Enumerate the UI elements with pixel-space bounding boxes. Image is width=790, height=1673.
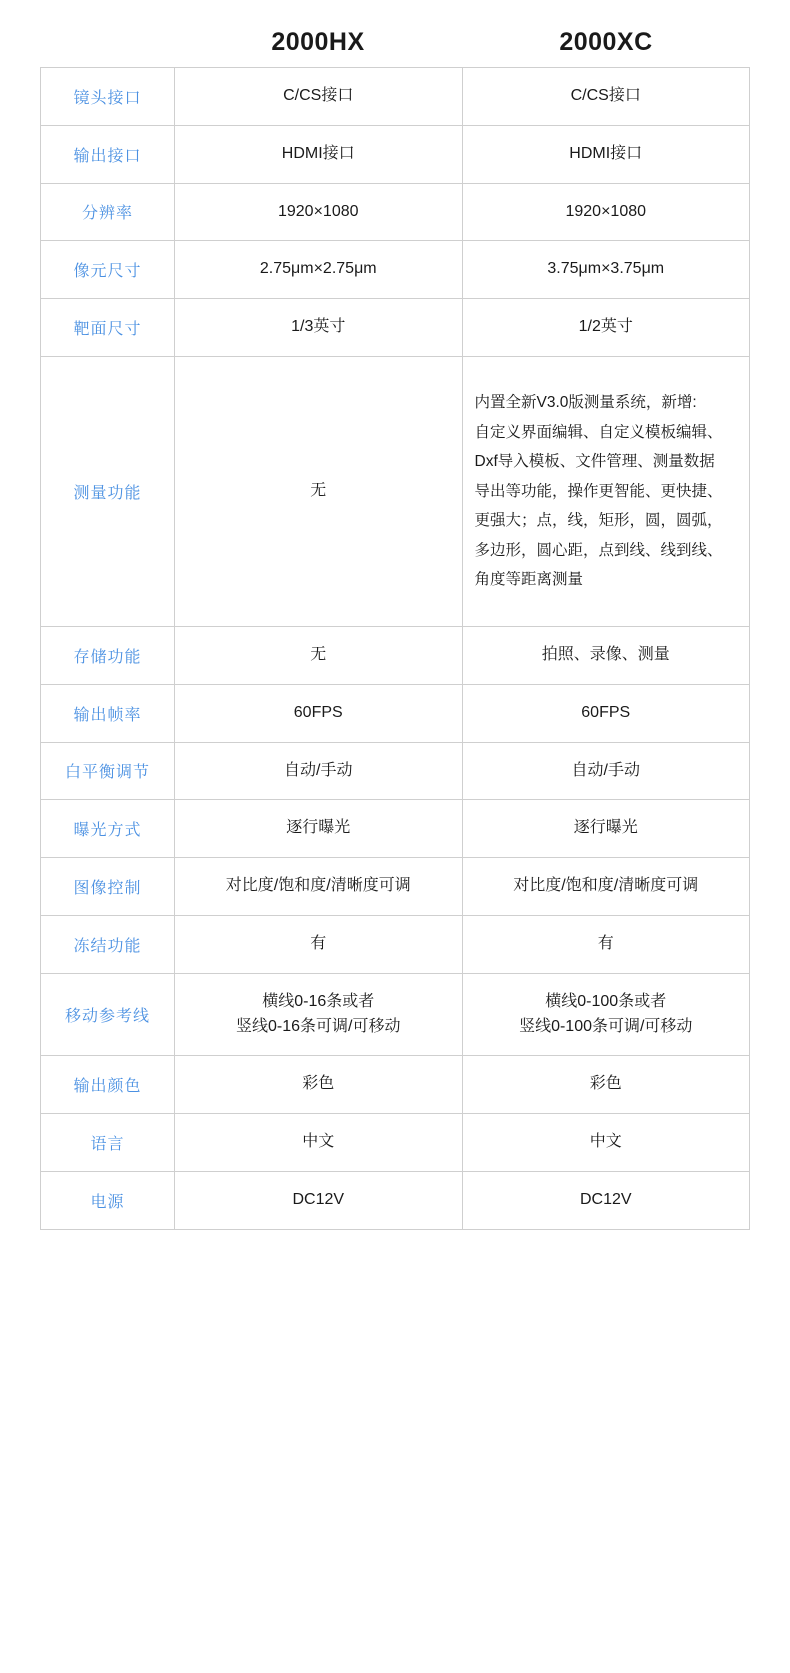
cell-2000xc	[462, 1056, 750, 1114]
cell-line: 横线0-16条或者	[262, 992, 375, 1010]
cell-2000xc	[462, 684, 750, 742]
cell-2000xc	[462, 241, 750, 299]
row-label: 曝光方式	[41, 800, 175, 858]
cell-2000hx	[175, 626, 463, 684]
row-label: 电源	[41, 1171, 175, 1229]
cell-2000hx	[175, 125, 463, 183]
cell-2000xc	[462, 1114, 750, 1172]
cell-line: 多边形，圆心距，点到线、线到线、	[474, 541, 723, 559]
table-row	[41, 125, 750, 183]
table-header-row	[40, 0, 750, 67]
cell-line: 1920×1080	[277, 202, 359, 220]
cell-2000hx	[175, 68, 463, 126]
cell-line: C/CS接口	[570, 87, 641, 104]
table-row	[41, 241, 750, 299]
cell-2000hx	[175, 241, 463, 299]
table-row	[41, 1056, 750, 1114]
table-row	[41, 1114, 750, 1172]
cell-line: 自动/手动	[571, 761, 640, 779]
header-spacer	[40, 28, 174, 67]
cell-line: HDMI接口	[569, 144, 643, 162]
cell-line: 1920×1080	[565, 202, 647, 220]
cell-line: Dxf导入模板、文件管理、测量数据	[474, 453, 715, 471]
row-label: 像元尺寸	[41, 241, 175, 299]
cell-line: 对比度/饱和度/清晰度可调	[225, 877, 411, 895]
page-bottom-space	[0, 1230, 790, 1350]
cell-line: 横线0-100条或者	[545, 992, 667, 1010]
cell-2000xc	[462, 299, 750, 357]
cell-line: 内置全新V3.0版测量系统，新增:	[474, 394, 697, 412]
table-row	[41, 626, 750, 684]
cell-line: 导出等功能，操作更智能、更快捷、	[474, 482, 723, 500]
cell-line: 无	[310, 645, 327, 663]
cell-line: 竖线0-100条可调/可移动	[519, 1017, 693, 1035]
column-header-xc: 2000XC	[559, 28, 653, 56]
cell-line: 自动/手动	[284, 761, 353, 779]
cell-line: 角度等距离测量	[474, 571, 584, 589]
table-row	[41, 183, 750, 241]
cell-line: 有	[597, 934, 614, 952]
cell-line: DC12V	[292, 1190, 345, 1208]
table-row	[41, 356, 750, 626]
cell-2000hx	[175, 858, 463, 916]
cell-line: HDMI接口	[281, 144, 355, 162]
cell-line: 更强大；点，线，矩形，圆，圆弧，	[474, 512, 723, 530]
cell-line: 彩色	[302, 1075, 335, 1093]
row-label: 移动参考线	[41, 973, 175, 1056]
cell-line: 对比度/饱和度/清晰度可调	[513, 877, 699, 895]
row-label: 分辨率	[41, 183, 175, 241]
cell-2000hx	[175, 973, 463, 1056]
row-label: 输出帧率	[41, 684, 175, 742]
cell-2000hx	[175, 1114, 463, 1172]
cell-2000xc	[462, 800, 750, 858]
row-label: 图像控制	[41, 858, 175, 916]
row-label: 镜头接口	[41, 68, 175, 126]
cell-line: 1/2英寸	[578, 318, 633, 336]
cell-2000hx	[175, 1056, 463, 1114]
cell-line: 中文	[589, 1133, 622, 1151]
cell-2000hx	[175, 684, 463, 742]
spec-table	[40, 67, 750, 1230]
cell-line: 1/3英寸	[291, 318, 346, 336]
cell-2000hx	[175, 742, 463, 800]
row-label: 测量功能	[41, 356, 175, 626]
table-row	[41, 1171, 750, 1229]
cell-2000xc	[462, 356, 750, 626]
cell-line: 自定义界面编辑、自定义模板编辑、	[474, 423, 723, 441]
cell-line: C/CS接口	[283, 87, 354, 104]
table-row	[41, 858, 750, 916]
cell-2000xc	[462, 626, 750, 684]
cell-2000xc	[462, 742, 750, 800]
cell-2000xc	[462, 973, 750, 1056]
cell-line: 3.75μm×3.75μm	[547, 260, 665, 278]
cell-line: 60FPS	[581, 703, 631, 721]
row-label: 冻结功能	[41, 915, 175, 973]
cell-line: 拍照、录像、测量	[541, 645, 670, 663]
table-row	[41, 684, 750, 742]
table-row	[41, 800, 750, 858]
cell-2000xc	[462, 858, 750, 916]
row-label: 语言	[41, 1114, 175, 1172]
table-row	[41, 299, 750, 357]
cell-line: 60FPS	[293, 703, 343, 721]
cell-line: 彩色	[589, 1075, 622, 1093]
cell-line: 中文	[302, 1133, 335, 1151]
cell-line: 逐行曝光	[286, 819, 351, 837]
cell-2000xc	[462, 915, 750, 973]
cell-2000hx	[175, 1171, 463, 1229]
cell-2000hx	[175, 356, 463, 626]
table-row	[41, 915, 750, 973]
row-label: 输出接口	[41, 125, 175, 183]
cell-line: 竖线0-16条可调/可移动	[236, 1017, 401, 1035]
table-row	[41, 742, 750, 800]
table-row	[41, 68, 750, 126]
cell-2000hx	[175, 183, 463, 241]
row-label: 靶面尺寸	[41, 299, 175, 357]
cell-2000xc	[462, 1171, 750, 1229]
column-header-hx: 2000HX	[271, 28, 365, 56]
row-label: 白平衡调节	[41, 742, 175, 800]
cell-2000hx	[175, 915, 463, 973]
table-row	[41, 973, 750, 1056]
cell-line: DC12V	[579, 1190, 632, 1208]
cell-line: 无	[310, 482, 327, 500]
cell-2000xc	[462, 183, 750, 241]
cell-2000xc	[462, 68, 750, 126]
cell-line: 逐行曝光	[573, 819, 638, 837]
spec-table-body	[41, 68, 750, 1230]
cell-2000hx	[175, 800, 463, 858]
cell-line: 有	[310, 934, 327, 952]
row-label: 存储功能	[41, 626, 175, 684]
cell-2000hx	[175, 299, 463, 357]
cell-line: 2.75μm×2.75μm	[259, 260, 377, 278]
row-label: 输出颜色	[41, 1056, 175, 1114]
cell-2000xc	[462, 125, 750, 183]
